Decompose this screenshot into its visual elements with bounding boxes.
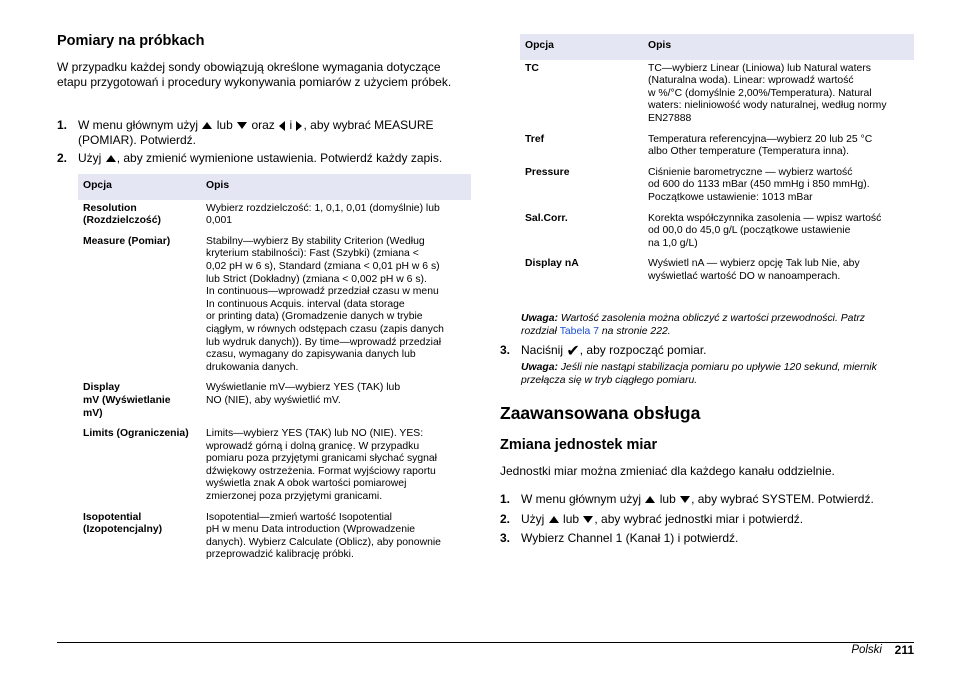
description-cell (643, 255, 914, 288)
description-line: na 1,0 g/L) (648, 237, 698, 249)
description-line: 0,001 (206, 215, 233, 227)
table-7-link[interactable]: Tabela 7 (559, 325, 599, 337)
option-line: Isopotential (83, 511, 142, 523)
table-row (78, 509, 471, 567)
note-text: Jeśli nie nastąpi stabilizacja pomiaru po upływie 120 sekund, miernik (560, 362, 877, 373)
footer-language: Polski (851, 644, 882, 656)
table-row (520, 131, 914, 164)
down-arrow-icon (680, 496, 690, 503)
description-line: ciągłym, w równych odstępach czasu (zapis danych (206, 323, 444, 335)
step-text-part: , aby zmienić wymienione ustawienia. Potwierdź każdy zapis. (116, 151, 443, 165)
options-table-left (78, 174, 471, 567)
step-number: 3. (500, 343, 511, 357)
description-line: drukowania danych. (206, 361, 299, 373)
step-text-part: , aby wybrać jednostki miar i potwierdź. (594, 512, 804, 526)
description-line: dźwiękowy ostrzeżenia. Format wyjściowy raportu (206, 465, 436, 477)
step-text-part: i (289, 118, 293, 132)
option-cell (78, 200, 201, 233)
step-text-part: W menu głównym użyj (78, 118, 199, 132)
option-cell (78, 509, 201, 567)
step-text-part: (POMIAR). Potwierdź. (78, 133, 197, 147)
step-text-part: , aby wybrać SYSTEM. Potwierdź. (691, 492, 874, 506)
description-line: Początkowe ustawienie: 1013 mBar (648, 191, 813, 203)
up-arrow-icon (645, 496, 655, 503)
note-text: Wartość zasolenia można obliczyć z wartości przewodności. Patrz (560, 313, 865, 324)
up-arrow-icon (106, 155, 116, 162)
step-number: 1. (500, 492, 511, 506)
page-number: 211 (894, 643, 914, 657)
step-text-part: lub (563, 512, 580, 526)
option-line: Limits (Ograniczenia) (83, 428, 189, 440)
description-line: In continuous Acquis. interval (data storage (206, 298, 405, 310)
description-line: wprowadź górną i dolną granicę. W przypadku (206, 440, 420, 452)
description-line: Wyświetl nA — wybierz opcję Tak lub Nie, aby (648, 258, 860, 270)
option-line: mV (Wyświetlanie (83, 394, 171, 406)
step-text (521, 492, 914, 507)
description-line: lub wydruk danych)). By time—wprowadź przedział (206, 336, 442, 348)
right-arrow-icon (296, 121, 302, 131)
note-label: Uwaga: (521, 313, 558, 324)
description-cell (643, 210, 914, 256)
footer-divider (57, 642, 914, 643)
option-cell (520, 60, 643, 131)
step-text-part: Naciśnij (521, 343, 564, 357)
description-line: czasu, wymagany do zapisywania danych lub (206, 349, 416, 361)
description-line: zmierzonej poza przyjętymi granicami. (206, 491, 383, 503)
note-text: przełącza się w tryb ciągłego pomiaru. (521, 374, 698, 386)
options-table-right (520, 34, 914, 289)
step-text (78, 151, 471, 166)
option-cell (520, 255, 643, 288)
description-line: Korekta współczynnika zasolenia — wpisz wartość (648, 212, 882, 224)
option-cell (520, 131, 643, 164)
description-line: lub Strict (Dokładny) (zmiana < 0,002 pH w 6 s). (206, 273, 427, 285)
option-line: Display (83, 382, 120, 394)
step-text-part: Użyj (521, 512, 545, 526)
left-arrow-icon (279, 121, 285, 131)
description-cell (643, 131, 914, 164)
description-line: (Naturalna woda). Linear: wprowadź wartość (648, 75, 854, 87)
up-arrow-icon (202, 122, 212, 129)
step-text (521, 343, 914, 359)
table-row (520, 60, 914, 131)
section-heading-measurements: Pomiary na próbkach (57, 33, 205, 49)
description-line: w %/°C (domyślnie 2,00%/Temperatura). Natural (648, 87, 872, 99)
description-line: waters: nieliniowość wody naturalnej, według normy (648, 100, 887, 112)
description-cell (643, 60, 914, 131)
description-line: Stabilny—wybierz By stability Criterion (Według (206, 235, 425, 247)
description-line: Ciśnienie barometryczne — wybierz wartość (648, 166, 853, 178)
step-text-part: lub (659, 492, 676, 506)
option-line: Pressure (525, 166, 570, 178)
table-row (78, 200, 471, 233)
down-arrow-icon (583, 516, 593, 523)
description-line: Wyświetlanie mV—wybierz YES (TAK) lub (206, 382, 401, 394)
table-row (520, 210, 914, 256)
description-line: pomiaru poza przyjętymi granicami słychać sygnał (206, 453, 437, 465)
note-text: rozdział (521, 325, 557, 337)
step-text-part: Użyj (78, 151, 102, 165)
step-text-part: lub (216, 118, 233, 132)
option-cell (520, 164, 643, 210)
option-line: TC (525, 62, 539, 74)
description-line: od 600 do 1133 mBar (450 mmHg i 850 mmHg). (648, 179, 870, 191)
note-label: Uwaga: (521, 362, 558, 373)
description-line: EN27888 (648, 112, 692, 124)
description-line: przeprowadzić kalibrację próbki. (206, 549, 354, 561)
description-line: danych). Wybierz Calculate (Oblicz), aby ponownie (206, 536, 441, 548)
step-number: 2. (500, 512, 511, 526)
option-line: Tref (525, 133, 545, 145)
section-heading-advanced: Zaawansowana obsługa (500, 403, 701, 423)
step-text (78, 118, 471, 148)
description-line: wyświetlać wartość DO w nanoamperach. (648, 270, 841, 282)
option-cell (520, 210, 643, 256)
description-line: TC—wybierz Linear (Liniowa) lub Natural waters (648, 62, 871, 74)
description-line: NO (NIE), aby wyświetlić mV. (206, 394, 341, 406)
column-header-option: Opcja (78, 174, 201, 200)
note-stabilization (521, 362, 914, 387)
description-line: 0,02 pH w 6 s), Standard (zmiana < 0,01 pH w 6 s) (206, 260, 440, 272)
description-cell (201, 509, 471, 567)
description-cell (201, 200, 471, 233)
table-row (78, 233, 471, 380)
up-arrow-icon (549, 516, 559, 523)
step-number: 1. (57, 118, 68, 132)
intro-paragraph: W przypadku każdej sondy obowiązują określone wymagania dotyczące etapu przygotowań i procedury wykonywania pomiarów z użyciem próbek. (57, 60, 452, 89)
description-cell (201, 379, 471, 425)
description-line: Temperatura referencyjna—wybierz 20 lub 25 °C (648, 133, 873, 145)
description-cell (201, 425, 471, 509)
option-line: Display nA (525, 258, 579, 270)
down-arrow-icon (237, 122, 247, 129)
note-salinity (521, 313, 914, 338)
description-line: albo Other temperature (Temperatura inna). (648, 146, 849, 158)
checkmark-icon: ✔ (566, 343, 580, 360)
description-line: or printing data) (Gromadzenie danych w trybie (206, 311, 423, 323)
description-line: pH w menu Data introduction (Wprowadzenie (206, 524, 416, 536)
option-line: Sal.Corr. (525, 212, 568, 224)
description-line: In continuous—wprowadź przedział czasu w menu (206, 286, 439, 298)
description-cell (201, 233, 471, 380)
step-text-part: oraz (251, 118, 275, 132)
option-cell (78, 233, 201, 380)
note-text: na stronie 222. (601, 325, 671, 337)
column-header-description: Opis (201, 174, 471, 200)
option-line: (Rozdzielczość) (83, 215, 161, 227)
step-text: Wybierz Channel 1 (Kanał 1) i potwierdź. (521, 531, 739, 545)
description-line: od 00,0 do 45,0 g/L (początkowe ustawienie (648, 225, 851, 237)
description-line: Wybierz rozdzielczość: 1, 0,1, 0,01 (domyślnie) lub (206, 202, 440, 214)
option-line: Measure (Pomiar) (83, 235, 171, 247)
option-line: Resolution (83, 202, 137, 214)
option-line: mV) (83, 407, 103, 419)
description-cell (643, 164, 914, 210)
description-line: Isopotential—zmień wartość Isopotential (206, 511, 392, 523)
step-text (521, 512, 914, 527)
table-row (78, 379, 471, 425)
table-row (520, 164, 914, 210)
column-header-description: Opis (643, 34, 914, 60)
option-cell (78, 379, 201, 425)
step-text-part: , aby rozpocząć pomiar. (579, 343, 707, 357)
description-line: Limits—wybierz YES (TAK) lub NO (NIE). YES: (206, 428, 424, 440)
option-line: (Izopotencjalny) (83, 524, 163, 536)
table-row (78, 425, 471, 509)
step-number: 3. (500, 531, 511, 545)
option-cell (78, 425, 201, 509)
step-number: 2. (57, 151, 68, 165)
subsection-heading-units: Zmiana jednostek miar (500, 437, 658, 453)
description-line: wyświetla znak A obok wartości pomiarowej (206, 478, 407, 490)
step-text-part: W menu głównym użyj (521, 492, 642, 506)
step-text-part: , aby wybrać MEASURE (303, 118, 434, 132)
description-line: kryterium stabilności): Fast (Szybki) (zmiana < (206, 248, 419, 260)
table-row (520, 255, 914, 288)
units-intro-paragraph: Jednostki miar można zmieniać dla każdego kanału oddzielnie. (500, 464, 835, 478)
column-header-option: Opcja (520, 34, 643, 60)
